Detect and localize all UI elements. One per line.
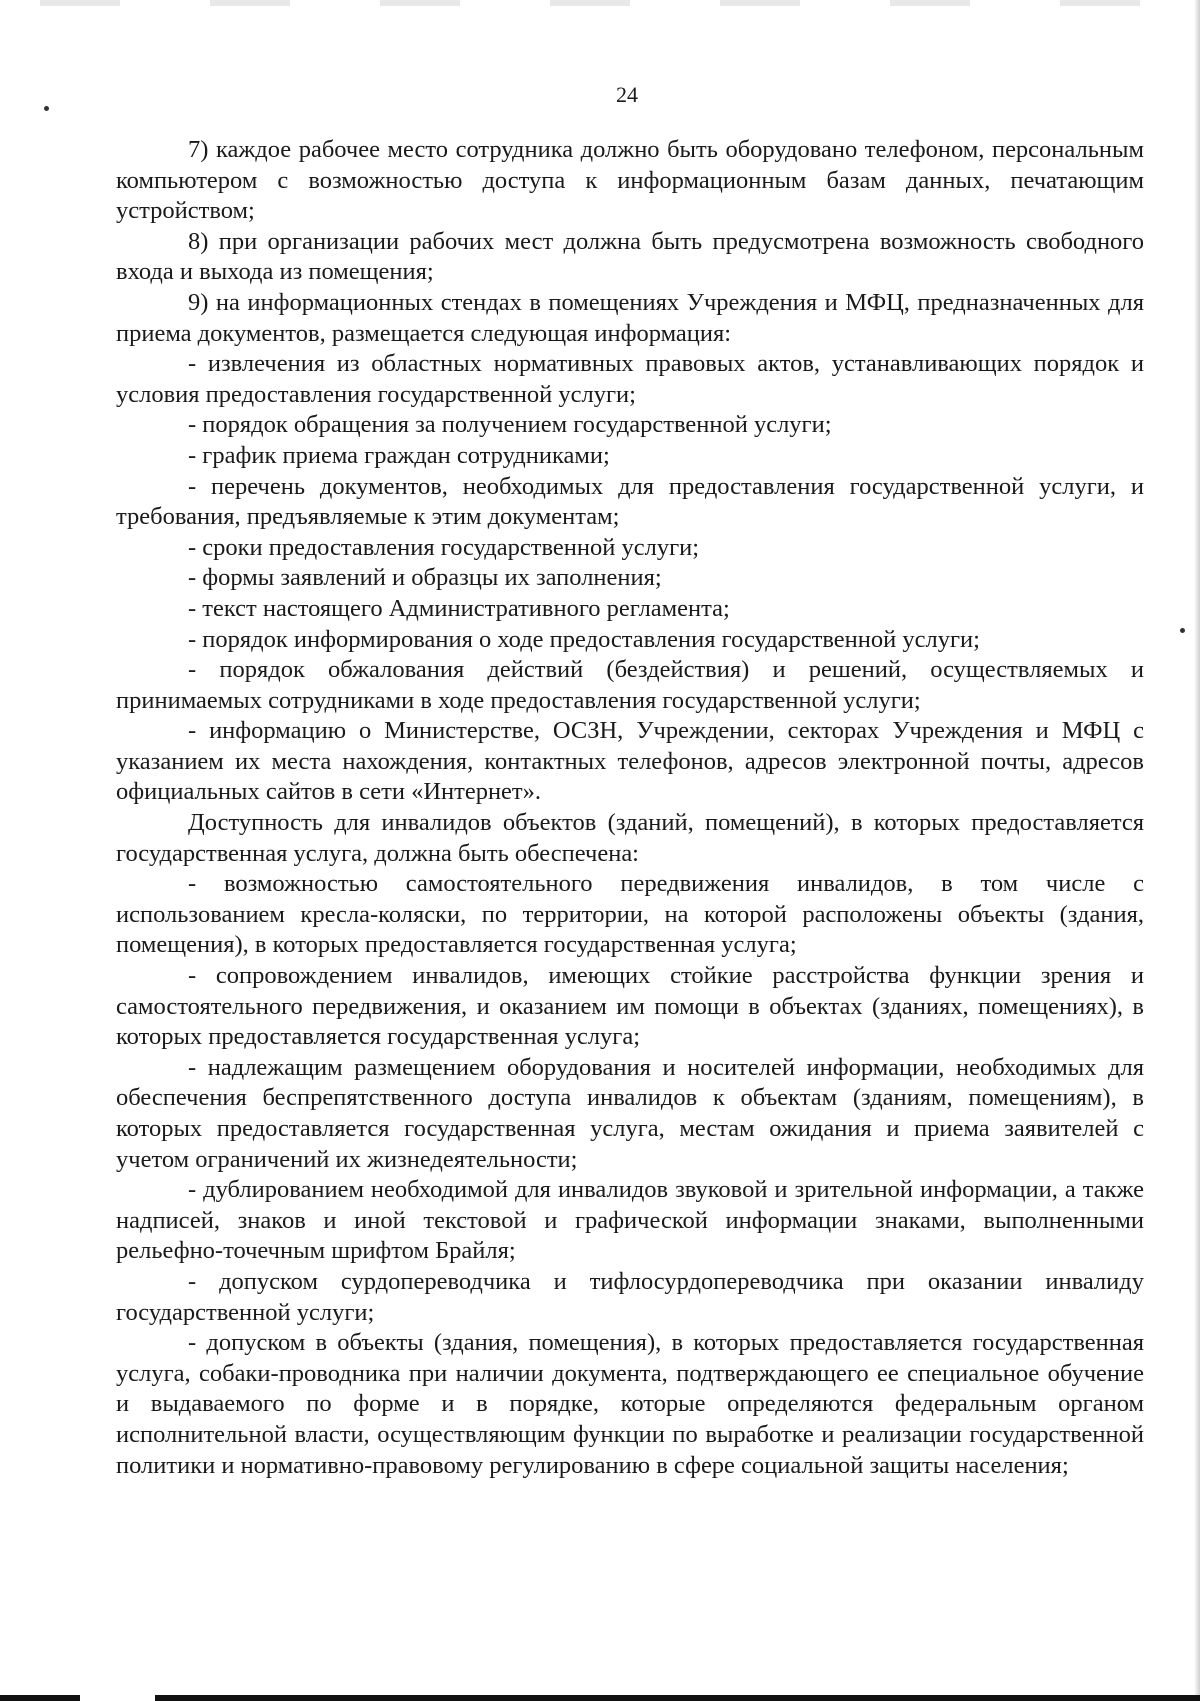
list-item: - сопровождением инвалидов, имеющих стойкие расстройства функции зрения и самостоятельного передвижения, и оказанием им помощи в объектах (зданиях, помещениях), в которых предоставляется государственная услуга; — [116, 962, 1144, 1051]
paragraph: 9) на информационных стендах в помещениях Учреждения и МФЦ, предназначенных для приема документов, размещается следующая информация: — [116, 288, 1144, 347]
list-item: - допуском сурдопереводчика и тифлосурдопереводчика при оказании инвалиду государственной услуги; — [116, 1267, 1144, 1326]
list-item: - сроки предоставления государственной услуги; — [188, 533, 700, 561]
list-item: - надлежащим размещением оборудования и носителей информации, необходимых для обеспечения беспрепятственного доступа инвалидов к объектам (зданиям, помещениям), в которых предоставляется государственная услуга, местам ожидания и приема заявителей с учетом ограничений их жизнедеятельности; — [116, 1053, 1144, 1173]
paragraph: 8) при организации рабочих мест должна быть предусмотрена возможность свободного входа и выхода из помещения; — [116, 227, 1144, 286]
list-item: - дублированием необходимой для инвалидов звуковой и зрительной информации, а также надписей, знаков и иной текстовой и графической информации знаками, выполненными рельефно-точечным шрифтом Брайля; — [116, 1176, 1144, 1265]
paragraph: Доступность для инвалидов объектов (зданий, помещений), в которых предоставляется государственная услуга, должна быть обеспечена: — [116, 809, 1144, 867]
list-item: - порядок обращения за получением государственной услуги; — [188, 411, 832, 439]
scan-speck — [1180, 628, 1185, 633]
list-item: - информацию о Министерстве, ОСЗН, Учреждении, секторах Учреждения и МФЦ с указанием их места нахождения, контактных телефонов, адресов электронной почты, адресов официальных сайтов в сети «Интернет». — [116, 717, 1144, 806]
list-item: - перечень документов, необходимых для предоставления государственной услуги, и требования, предъявляемые к этим документам; — [116, 472, 1144, 531]
scan-edge-top — [0, 0, 1200, 6]
list-item: - порядок информирования о ходе предоставления государственной услуги; — [188, 625, 980, 653]
list-item: - формы заявлений и образцы их заполнения; — [188, 564, 662, 592]
list-item: - извлечения из областных нормативных правовых актов, устанавливающих порядок и условия предоставления государственной услуги; — [116, 350, 1144, 408]
page-number: 24 — [616, 82, 638, 107]
scan-edge-bottom — [0, 1691, 1200, 1701]
body-text — [116, 135, 1144, 1481]
scan-edge-right — [1194, 0, 1200, 1701]
list-item: - порядок обжалования действий (бездействия) и решений, осуществляемых и принимаемых сотрудниками в ходе предоставления государственной услуги; — [116, 656, 1144, 714]
list-item: - график приема граждан сотрудниками; — [188, 441, 610, 469]
list-item: - текст настоящего Административного регламента; — [188, 594, 730, 622]
list-item: - возможностью самостоятельного передвижения инвалидов, в том числе с использованием кресла-коляски, по территории, на которой расположены объекты (здания, помещения), в которых предоставляется государственная услуга; — [116, 870, 1144, 959]
paragraph: 7) каждое рабочее место сотрудника должно быть оборудовано телефоном, персональным компьютером с возможностью доступа к информационным базам данных, печатающим устройством; — [116, 136, 1144, 225]
list-item: - допуском в объекты (здания, помещения), в которых предоставляется государственная услуга, собаки-проводника при наличии документа, подтверждающего ее специальное обучение и выдаваемого по форме и в порядке, которые определяются федеральным органом исполнительной власти, осуществляющим функции по выработке и реализации государственной политики и нормативно-правовому регулированию в сфере социальной защиты населения; — [116, 1329, 1144, 1479]
